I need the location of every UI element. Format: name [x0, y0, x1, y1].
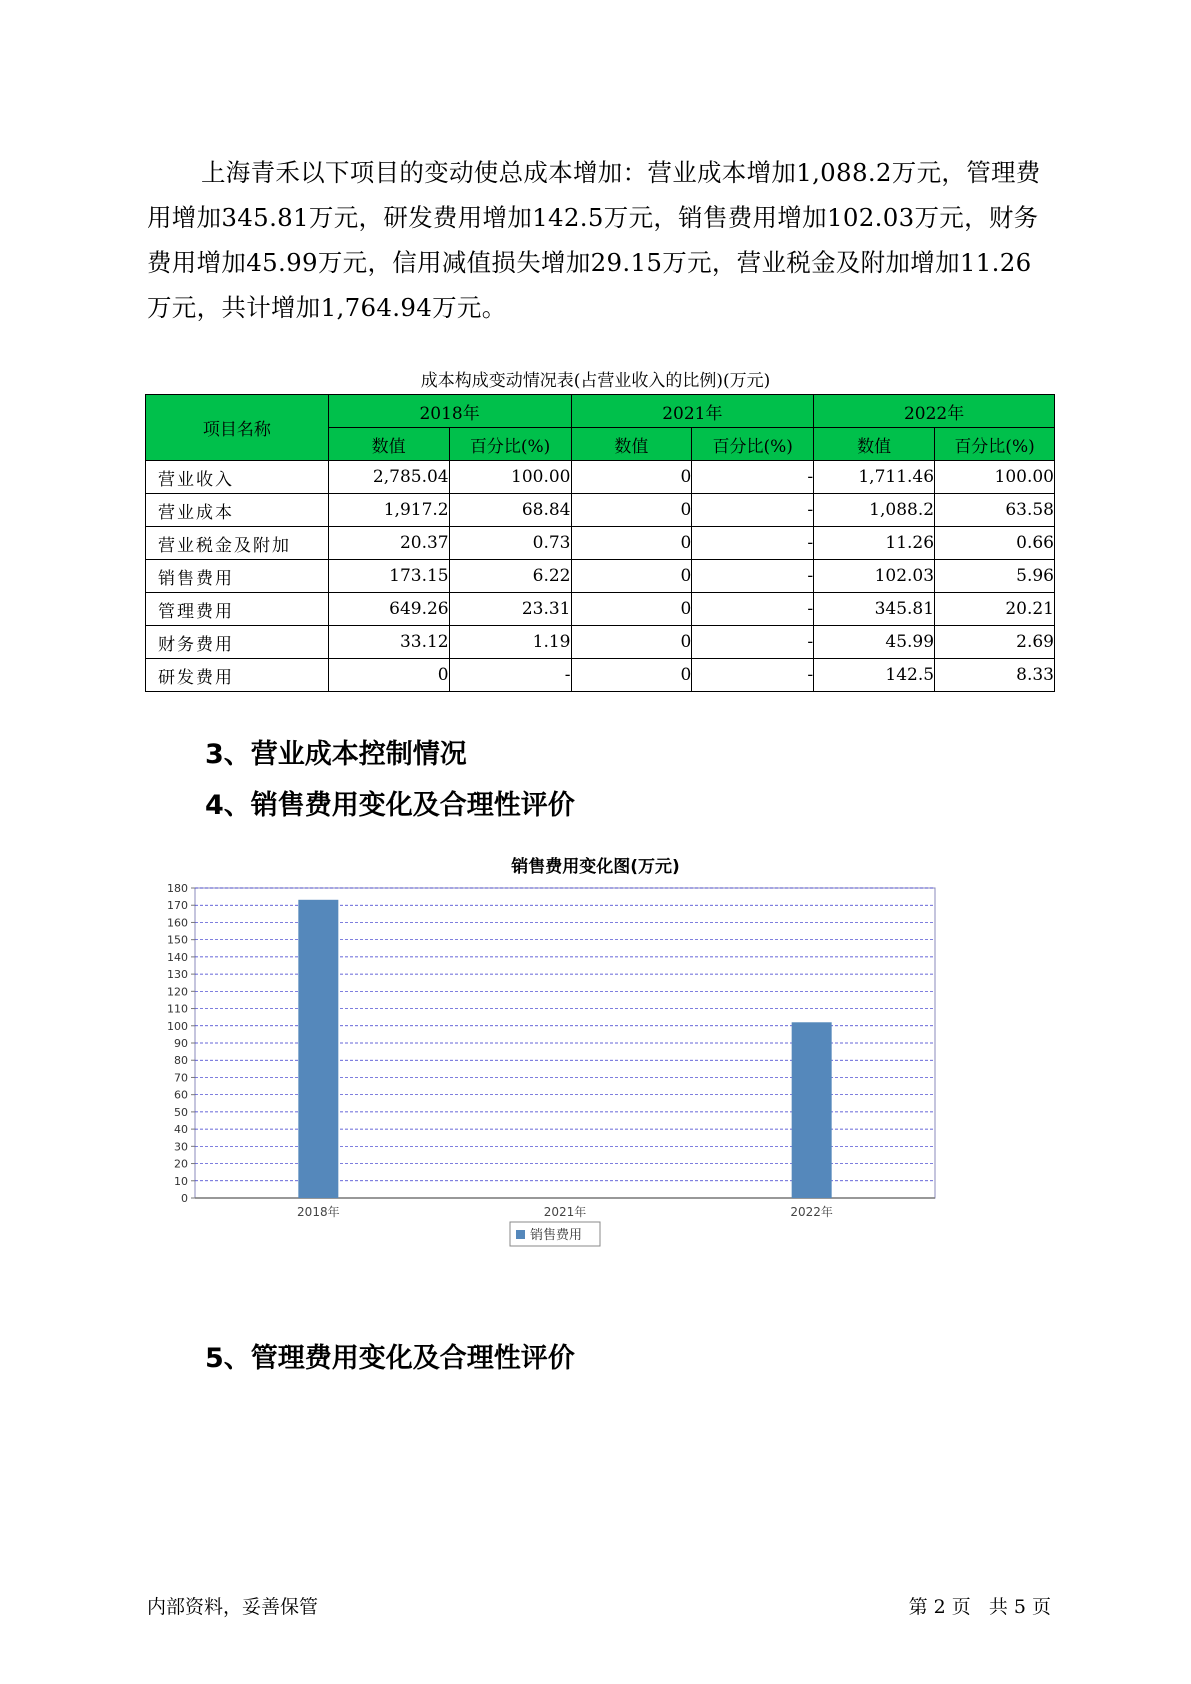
table-cell: 100.00	[935, 461, 1055, 494]
row-label: 销售费用	[146, 560, 329, 593]
header-percent: 百分比(%)	[692, 428, 814, 461]
table-cell: 102.03	[814, 560, 935, 593]
y-tick-label: 120	[167, 985, 188, 999]
y-tick-label: 170	[167, 899, 188, 913]
row-label: 管理费用	[146, 593, 329, 626]
page-prefix: 第	[908, 1596, 928, 1618]
summary-paragraph: 上海青禾以下项目的变动使总成本增加：营业成本增加1,088.2万元，管理费用增加345.81万元，研发费用增加142.5万元，销售费用增加102.03万元，财务费用增加45.99万元，信用减值损失增加29.15万元，营业税金及附加增加11.26万元，共计增加1,764.94万元。	[147, 158, 1041, 322]
x-tick-label: 2021年	[543, 1205, 587, 1219]
table-cell: 1,088.2	[814, 494, 935, 527]
table-row	[146, 626, 1055, 659]
table-row	[146, 560, 1055, 593]
table-cell: 0.73	[449, 527, 571, 560]
total-unit: 页	[1031, 1596, 1051, 1618]
row-label: 营业收入	[146, 461, 329, 494]
header-percent: 百分比(%)	[449, 428, 571, 461]
row-label: 研发费用	[146, 659, 329, 692]
table-cell: 0	[571, 560, 692, 593]
header-percent: 百分比(%)	[935, 428, 1055, 461]
cost-structure-table	[145, 394, 1055, 692]
sales-expense-bar-chart	[150, 880, 1020, 1300]
header-item-name: 项目名称	[146, 395, 329, 461]
y-tick-label: 80	[174, 1054, 188, 1068]
table-cell: 2.69	[935, 626, 1055, 659]
row-label: 财务费用	[146, 626, 329, 659]
table-cell: 142.5	[814, 659, 935, 692]
table-cell: 20.21	[935, 593, 1055, 626]
table-cell: 68.84	[449, 494, 571, 527]
y-tick-label: 100	[167, 1019, 188, 1033]
y-tick-label: 160	[167, 916, 188, 930]
table-cell: 20.37	[328, 527, 449, 560]
bar-2018年	[298, 900, 338, 1198]
y-tick-label: 140	[167, 950, 188, 964]
table-cell: 6.22	[449, 560, 571, 593]
legend-swatch	[516, 1230, 525, 1239]
table-cell: 0	[571, 593, 692, 626]
table-row	[146, 494, 1055, 527]
header-value: 数值	[814, 428, 935, 461]
x-tick-label: 2018年	[297, 1205, 340, 1219]
table-cell: 345.81	[814, 593, 935, 626]
y-tick-label: 90	[174, 1037, 188, 1050]
chart-title: 销售费用变化图(万元)	[511, 857, 680, 877]
table-cell: 100.00	[449, 461, 571, 494]
row-label: 营业成本	[146, 494, 329, 527]
legend-label: 销售费用	[530, 1228, 583, 1243]
table-cell: -	[449, 659, 571, 692]
y-tick-label: 20	[174, 1157, 188, 1171]
table-cell: -	[692, 560, 814, 593]
table-cell: 0	[571, 461, 692, 494]
page-unit: 页	[951, 1596, 971, 1618]
y-tick-label: 70	[174, 1071, 188, 1085]
total-num: 5	[1013, 1596, 1026, 1618]
header-year: 2018年	[328, 395, 571, 428]
y-tick-label: 50	[174, 1105, 188, 1119]
y-tick-label: 130	[167, 968, 188, 982]
table-caption: 成本构成变动情况表(占营业收入的比例)(万元)	[420, 371, 771, 391]
table-cell: 33.12	[328, 626, 449, 659]
table-cell: -	[692, 659, 814, 692]
y-tick-label: 30	[174, 1140, 188, 1154]
table-cell: -	[692, 527, 814, 560]
x-tick-label: 2022年	[790, 1205, 833, 1219]
footer-confidential: 内部资料，妥善保管	[147, 1596, 319, 1618]
table-row	[146, 593, 1055, 626]
table-cell: 23.31	[449, 593, 571, 626]
table-cell: -	[692, 593, 814, 626]
table-cell: 45.99	[814, 626, 935, 659]
y-tick-label: 40	[174, 1123, 188, 1137]
table-cell: 1.19	[449, 626, 571, 659]
section-heading-5: 5、管理费用变化及合理性评价	[205, 1343, 575, 1374]
table-cell: 649.26	[328, 593, 449, 626]
header-year: 2022年	[814, 395, 1055, 428]
table-cell: -	[692, 626, 814, 659]
row-label: 营业税金及附加	[146, 527, 329, 560]
footer-page-number	[906, 1592, 1054, 1619]
table-cell: -	[692, 461, 814, 494]
table-cell: 0	[571, 527, 692, 560]
bar-2022年	[792, 1022, 832, 1198]
table-cell: 11.26	[814, 527, 935, 560]
page-num: 2	[933, 1596, 946, 1618]
y-tick-label: 60	[174, 1088, 188, 1102]
section-heading-4: 4、销售费用变化及合理性评价	[205, 790, 575, 821]
y-tick-label: 110	[167, 1002, 188, 1016]
header-year: 2021年	[571, 395, 814, 428]
table-cell: 0.66	[935, 527, 1055, 560]
header-value: 数值	[328, 428, 449, 461]
y-tick-label: 180	[167, 882, 188, 895]
table-cell: 8.33	[935, 659, 1055, 692]
table-cell: 0	[571, 494, 692, 527]
table-row	[146, 659, 1055, 692]
table-cell: -	[692, 494, 814, 527]
table-cell: 2,785.04	[328, 461, 449, 494]
total-prefix: 共	[988, 1596, 1008, 1618]
table-row	[146, 527, 1055, 560]
table-cell: 1,711.46	[814, 461, 935, 494]
section-heading-3: 3、营业成本控制情况	[205, 739, 467, 770]
table-cell: 0	[571, 659, 692, 692]
y-tick-label: 150	[167, 933, 188, 947]
table-cell: 1,917.2	[328, 494, 449, 527]
header-value: 数值	[571, 428, 692, 461]
table-row	[146, 461, 1055, 494]
table-cell: 5.96	[935, 560, 1055, 593]
table-cell: 63.58	[935, 494, 1055, 527]
table-cell: 0	[328, 659, 449, 692]
y-tick-label: 0	[181, 1192, 188, 1205]
table-cell: 0	[571, 626, 692, 659]
table-cell: 173.15	[328, 560, 449, 593]
y-tick-label: 10	[174, 1174, 188, 1188]
